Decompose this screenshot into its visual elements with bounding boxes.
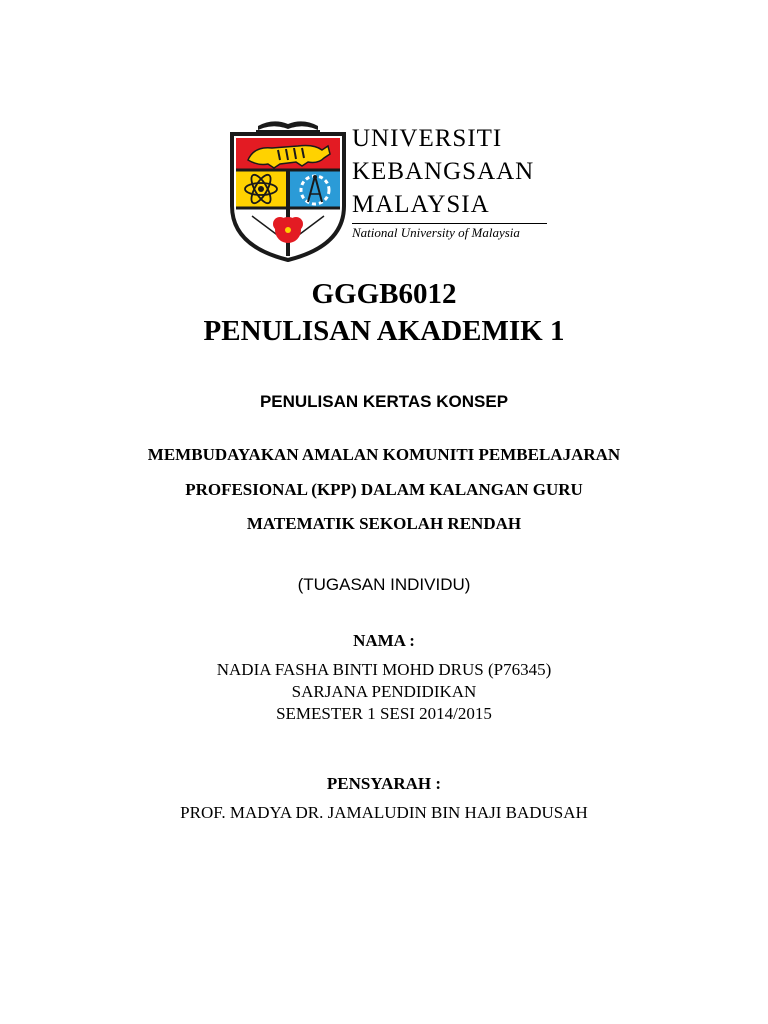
university-name-line-3: MALAYSIA xyxy=(352,191,490,218)
assignment-title-line-1: MEMBUDAYAKAN AMALAN KOMUNITI PEMBELAJARAN xyxy=(147,445,621,464)
ukm-crest-icon xyxy=(228,108,348,264)
assignment-mode: (TUGASAN INDIVIDU) xyxy=(297,575,471,594)
student-label: NAMA : xyxy=(353,631,415,650)
assignment-title-line-3: MATEMATIK SEKOLAH RENDAH xyxy=(246,514,522,533)
assignment-title-line-2: PROFESIONAL (KPP) DALAM KALANGAN GURU xyxy=(185,480,583,499)
student-semester: SEMESTER 1 SESI 2014/2015 xyxy=(276,704,492,723)
student-program: SARJANA PENDIDIKAN xyxy=(291,682,477,701)
university-name xyxy=(352,122,547,241)
course-name: PENULISAN AKADEMIK 1 xyxy=(203,315,565,347)
lecturer-label: PENSYARAH : xyxy=(326,774,442,793)
lecturer-name: PROF. MADYA DR. JAMALUDIN BIN HAJI BADUSAH xyxy=(180,803,588,822)
university-name-line-1: UNIVERSITI xyxy=(352,125,503,152)
university-name-line-2: KEBANGSAAN xyxy=(352,158,535,185)
university-tagline: National University of Malaysia xyxy=(352,223,547,241)
university-logo xyxy=(228,108,544,264)
student-name: NADIA FASHA BINTI MOHD DRUS (P76345) xyxy=(216,660,552,679)
course-code: GGGB6012 xyxy=(311,278,457,310)
assignment-type: PENULISAN KERTAS KONSEP xyxy=(259,392,509,411)
